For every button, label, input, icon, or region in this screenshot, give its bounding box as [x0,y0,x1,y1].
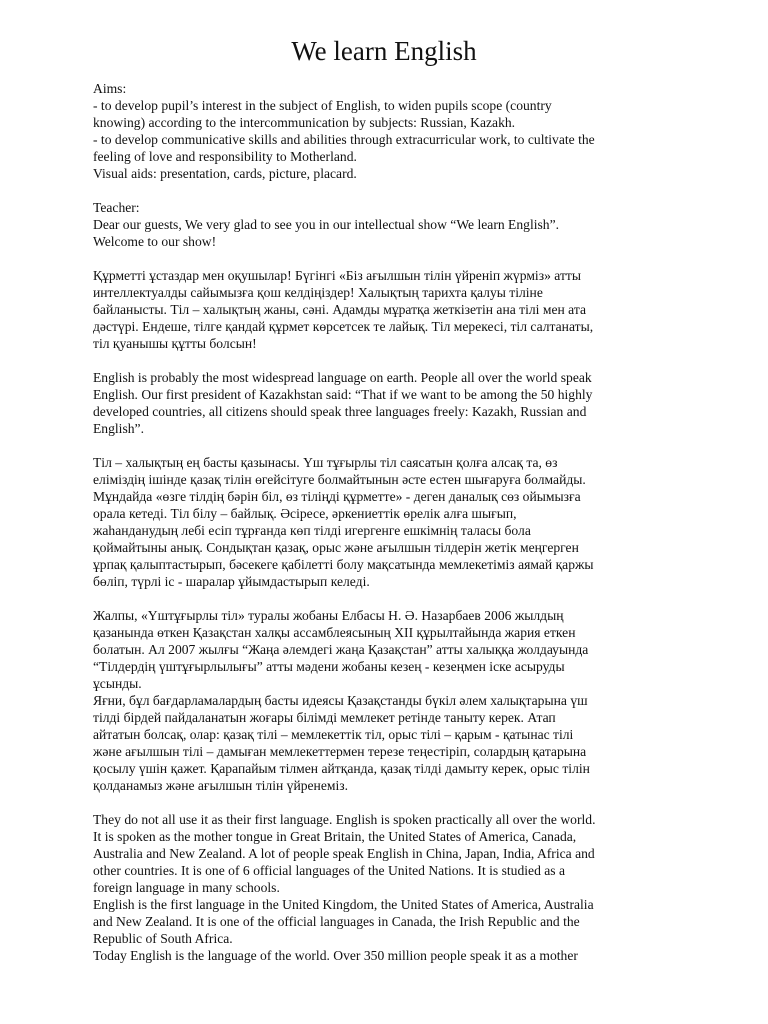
text-line: Aims: [93,81,127,96]
text-line: қосылу үшін қажет. Қарапайым тілмен айтқанда, қазақ тілді дамыту керек, орыс тілін [93,761,590,776]
text-line: еліміздің ішінде қазақ тілін өгейсітуге болмайтынын әсте естен шығаруға болмайды. [93,472,586,487]
text-line: Dear our guests, We very glad to see you in our intellectual show “We learn English”. [93,217,560,232]
text-line: Құрметті ұстаздар мен оқушылар! Бүгінгі «Біз ағылшын тілін үйреніп жүрміз» атты [93,268,581,283]
paragraph-gap [93,182,693,199]
text-line: foreign language in many schools. [93,880,280,895]
text-line: It is spoken as the mother tongue in Great Britain, the United States of America, Canada, [93,829,577,844]
text-line: байланысты. Тіл – халықтың жаны, сәні. Адамды мұратқа жеткізетін ана тілі мен ата [93,302,586,317]
text-line: - to develop pupil’s interest in the subject of English, to widen pupils scope (country [93,98,552,113]
paragraph-gap [93,794,693,811]
document-body [93,80,693,964]
kazakh-language-policy-paragraph [93,454,693,590]
text-line: - to develop communicative skills and abilities through extracurricular work, to cultivate the [93,132,595,147]
text-line: other countries. It is one of 6 official languages of the United Nations. It is studied as a [93,863,566,878]
aims-paragraph [93,80,693,182]
text-line: Яғни, бұл бағдарламалардың басты идеясы Қазақстанды бүкіл әлем халықтарына үш [93,693,588,708]
text-line: knowing) according to the intercommunication by subjects: Russian, Kazakh. [93,115,516,130]
text-line: қолданамыз және ағылшын тілін үйренеміз. [93,778,349,793]
text-line: орала кетеді. Тіл білу – байлық. Әсіресе, әркениеттік өрелік алға шығып, [93,506,517,521]
text-line: бөліп, түрлі іс - шаралар ұйымдастырып келеді. [93,574,370,589]
kazakh-greeting-paragraph [93,267,693,352]
paragraph-gap [93,437,693,454]
text-line: айтатын болсақ, олар: қазақ тілі – мемлекеттік тіл, орыс тілі – қарым - қатынас тілі [93,727,574,742]
text-line: Republic of South Africa. [93,931,233,946]
text-line: Teacher: [93,200,140,215]
text-line: ұсынды. [93,676,142,691]
text-line: Australia and New Zealand. A lot of people speak English in China, Japan, India, Africa and [93,846,595,861]
text-line: English. Our first president of Kazakhstan said: “That if we want to be among the 50 highly [93,387,593,402]
text-line: қоймайтыны анық. Сондықтан қазақ, орыс және ағылшын тілдерін жетік меңгерген [93,540,579,555]
text-line: Welcome to our show! [93,234,217,249]
text-line: Visual aids: presentation, cards, picture, placard. [93,166,357,181]
text-line: дәстүрі. Ендеше, тілге қандай құрмет көрсетсек те лайық. Тіл мерекесі, тіл салтанаты, [93,319,594,334]
teacher-paragraph [93,199,693,250]
paragraph-gap [93,352,693,369]
text-line: developed countries, all citizens should speak three languages freely: Kazakh, Russian and [93,404,587,419]
text-line: тілді бірдей пайдаланатын жоғары білімді мемлекет ретінде таныту керек. Атап [93,710,556,725]
text-line: ұрпақ қалыптастырып, бәсекеге қабілетті болу мақсатында мемлекетіміз аямай қаржы [93,557,594,572]
text-line: Today English is the language of the world. Over 350 million people speak it as a mother [93,948,578,963]
text-line: They do not all use it as their first language. English is spoken practically all over the world. [93,812,596,827]
english-world-paragraph [93,811,693,964]
text-line: Жалпы, «Үштұғырлы тіл» туралы жобаны Елбасы Н. Ә. Назарбаев 2006 жылдың [93,608,564,623]
text-line: тіл қуанышы құтты болсын! [93,336,257,351]
document-title: We learn English [291,36,477,66]
text-line: English is the first language in the United Kingdom, the United States of America, Australia [93,897,594,912]
text-line: және ағылшын тілі – дамыған мемлекеттермен терезе теңестіріп, солардың қатарына [93,744,587,759]
text-line: and New Zealand. It is one of the official languages in Canada, the Irish Republic and the [93,914,580,929]
text-line: Мұндайда «өзге тілдің бәрін біл, өз тіліңді құрметте» - деген даналық сөз ойымызға [93,489,581,504]
text-line: English”. [93,421,144,436]
paragraph-gap [93,590,693,607]
english-intro-paragraph [93,369,693,437]
text-line: болатын. Ал 2007 жылғы “Жаңа әлемдегі жаңа Қазақстан” атты халыққа жолдауында [93,642,589,657]
text-line: feeling of love and responsibility to Motherland. [93,149,357,164]
text-line: қазанында өткен Қазақстан халқы ассамблеясының XII құрылтайында жария еткен [93,625,576,640]
text-line: Тіл – халықтың ең басты қазынасы. Үш тұғырлы тіл саясатын қолға алсақ та, өз [93,455,558,470]
text-line: English is probably the most widespread language on earth. People all over the world speak [93,370,592,385]
text-line: “Тілдердің үштұғырлылығы” атты мәдени жобаны кезең - кезеңмен іске асыруды [93,659,565,674]
text-line: жаһанданудың лебі есіп тұрғанда көп тілді игергенге ешкімнің таласы бола [93,523,531,538]
text-line: интеллектуалды сайымызға қош келдіңіздер! Халықтың тарихта қалуы тіліне [93,285,543,300]
trilingual-project-paragraph [93,607,693,794]
paragraph-gap [93,250,693,267]
